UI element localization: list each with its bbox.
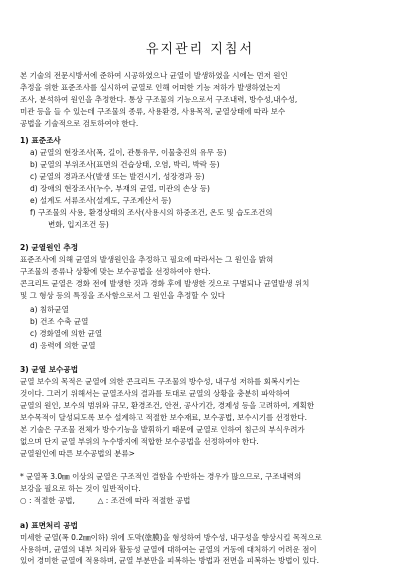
- body-line: 미세한 균열(폭 0.2㎜이하) 위에 도막(塗膜)을 형성하여 방수성, 내구성을 향상시킬 목적으로: [20, 533, 322, 542]
- note-line: 보강을 필요로 하는 것이 일반적이다.: [20, 484, 141, 493]
- list-item: c) 경화열에 의한 균열: [30, 329, 103, 338]
- intro-line: 본 기술의 전문시방서에 준하여 시공하였으나 균열이 발생하였을 시에는 먼저 원인: [20, 71, 288, 80]
- intro-line: 미관 등을 들 수 있는데 구조물의 종류, 사용환경, 사용목적, 균열상태에 따라 보수: [20, 107, 286, 116]
- body-line: 콘크리트 균열은 경화 전에 발생한 것과 경화 후에 발생한 것으로 구별되나 균열발생 위치: [20, 279, 310, 288]
- body-line: 보수목적이 달성되도록 보수 설계하고 적절한 보수재료, 보수공법, 보수시기를 선정한다.: [20, 413, 308, 422]
- triangle-symbol-label: : 조건에 따라 적절한 공법: [105, 496, 191, 505]
- list-item: d) 응력에 의한 균열: [30, 341, 96, 350]
- body-line: 균열의 원인, 보수의 범위와 규모, 환경조건, 안전, 공사기간, 경제성 등을 고려하여, 계획한: [20, 401, 315, 410]
- body-line: 및 그 형상 등의 특징을 조사함으로서 그 원인을 추정할 수 있다: [20, 291, 225, 300]
- list-item: f) 구조물의 사용, 환경상태의 조사(사용시의 하중조건, 온도 및 습도조건의: [30, 208, 273, 217]
- list-item: d) 장애의 현장조사(누수, 부재의 균열, 미관의 손상 등): [30, 184, 210, 193]
- section-heading-surface-treatment: a) 표면처리 공법: [20, 521, 78, 530]
- triangle-symbol: △: [97, 496, 104, 505]
- intro-line: 공법을 기술적으로 검토하여야 한다.: [20, 119, 139, 128]
- list-item: e) 설계도 서류조사(설계도, 구조계산서 등): [30, 196, 172, 205]
- circle-symbol-label: : 적절한 공법,: [28, 496, 75, 505]
- section-heading-standard-survey: 1) 표준조사: [20, 136, 61, 145]
- intro-line: 조사, 분석하여 원인을 추정한다. 통상 구조물의 기능으로서 구조내력, 방수성,내수성,: [20, 95, 298, 104]
- list-item: a) 침하균열: [30, 305, 69, 314]
- circle-symbol: ○: [20, 496, 27, 505]
- list-item: b) 건조 수축 균열: [30, 317, 89, 326]
- symbol-legend: [20, 496, 382, 506]
- list-item-continuation: 변화, 입지조건 등): [48, 220, 109, 229]
- body-line: 없으며 단지 균열 부위의 누수방지에 적합한 보수공법을 선정하여야 한다.: [20, 437, 259, 446]
- section-heading-repair-method: 3) 균열 보수공법: [20, 365, 79, 374]
- body-line: 균열원인에 따른 보수공법의 분류>: [20, 449, 135, 458]
- list-item: c) 균열의 경과조사(발생 또는 발견시기, 성장경과 등): [30, 172, 205, 181]
- note-line: * 균열폭 3.0㎜ 이상의 균열은 구조적인 결함을 수반하는 경우가 많으므로, 구조내력의: [20, 472, 302, 481]
- list-item: b) 균열의 부위조사(표면의 건습상태, 오염, 박리, 박락 등): [30, 160, 220, 169]
- page-title: 유지관리 지침서: [145, 42, 255, 57]
- body-line: 구조물의 종류나 상황에 맞는 보수공법을 선정하여야 한다.: [20, 267, 211, 276]
- body-line: 사용하며, 균열의 내부 처리와 활동성 균열에 대하여는 균열의 거동에 대처하기 어려운 점이: [20, 545, 317, 554]
- list-item: a) 균열의 현장조사(폭, 길이, 관통유무, 이물충진의 유무 등): [30, 148, 227, 157]
- intro-line: 추정을 위한 표준조사를 실시하여 균열로 인해 어떠한 기능 저하가 발생하였는지: [20, 83, 281, 92]
- body-line: 표준조사에 의해 균열의 발생원인을 추정하고 필요에 따라서는 그 원인을 밝혀: [20, 255, 274, 264]
- body-line: 것이다. 그러기 위해서는 균열조사의 결과를 토대로 균열의 상황을 충분히 파악하여: [20, 389, 291, 398]
- body-line: 본 기술은 구조물 전체가 방수기능을 발휘하기 때문에 균열로 인하여 침근의 부식우려가: [20, 425, 305, 434]
- body-line: 있어 경미한 균열에 적용하며, 균열 부분만을 피복하는 방법과 전면을 피복하는 방법이 있다.: [20, 556, 320, 565]
- section-heading-crack-cause: 2) 균열원인 추정: [20, 243, 79, 252]
- body-line: 균열 보수의 목적은 균열에 의한 콘크리트 구조물의 방수성, 내구성 저하를 회복시키는: [20, 377, 300, 386]
